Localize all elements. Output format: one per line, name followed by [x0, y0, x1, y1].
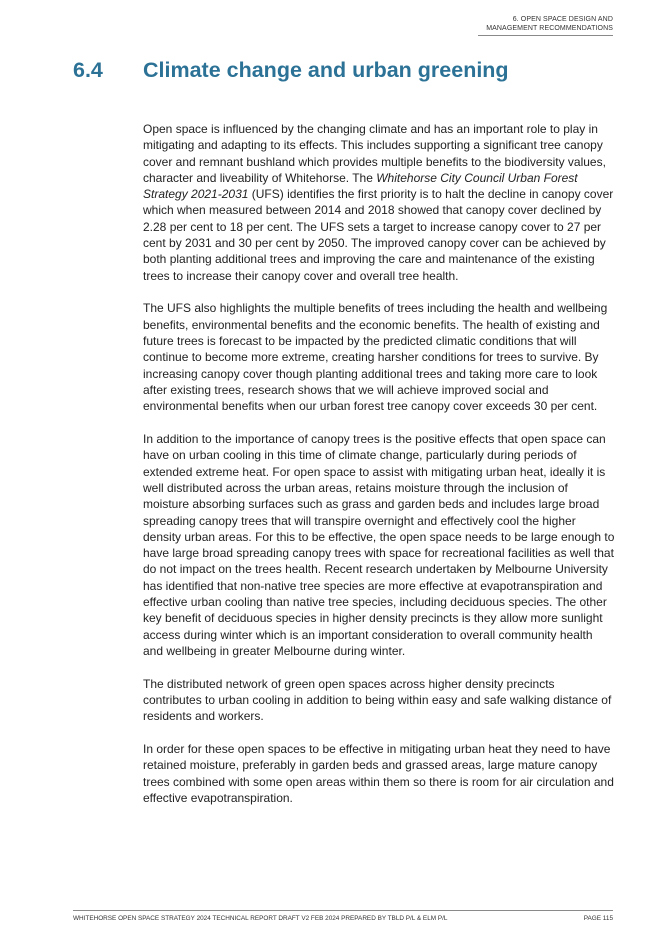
- paragraph-5: In order for these open spaces to be effective in mitigating urban heat they need to have retained moisture, preferably in garden beds and grassed areas, large mature canopy trees combined with some open areas within them so there is room for air circulation and effective evapotranspiration.: [143, 742, 614, 805]
- section-title: Climate change and urban greening: [143, 58, 509, 82]
- page-number: PAGE 115: [583, 915, 613, 922]
- paragraph-1-text-b: (UFS) identifies the first priority is to halt the decline in canopy cover which when measured between 2014 and 2018 showed that canopy cover declined by 2.28 per cent to 18 per cent. The UFS sets a target to increase canopy cover to 27 per cent by 2031 and 30 per cent by 2050. The improved canopy cover can be achieved by both planting additional trees and improving the care and maintenance of the existing trees to increase their canopy cover and overall tree health.: [143, 187, 614, 283]
- footer-divider: [73, 910, 613, 911]
- section-number: 6.4: [73, 58, 103, 82]
- ufs-document-title: Whitehorse City Council Urban Forest Strategy 2021-2031: [143, 170, 578, 202]
- footer-document-info: WHITEHORSE OPEN SPACE STRATEGY 2024 TECHNICAL REPORT DRAFT V2 FEB 2024 PREPARED BY TBLD P/L & ELM P/L: [73, 915, 448, 922]
- running-header-line-2: MANAGEMENT RECOMMENDATIONS: [486, 25, 613, 32]
- paragraph-1: [143, 121, 615, 284]
- paragraph-2: The UFS also highlights the multiple benefits of trees including the health and wellbeing benefits, environmental benefits and the economic benefits. The health of existing and future trees is forecast to be impacted by the predicted climatic conditions that will continue to become more extreme, creating harsher conditions for trees to survive. By increasing canopy cover though planting additional trees and taking more care to look after existing trees, research shows that we will achieve improved social and environmental benefits when our urban forest tree canopy cover exceeds 30 per cent.: [143, 301, 608, 414]
- paragraph-3: In addition to the importance of canopy trees is the positive effects that open space can have on urban cooling in this time of climate change, particularly during periods of extended extreme heat. For open space to assist with mitigating urban heat, ideally it is well distributed across the urban areas, retains moisture through the inclusion of moisture absorbing surfaces such as grass and garden beds and includes large broad spreading canopy trees that will transpire overnight and effectively cool the higher density urban areas. For this to be effective, the open space needs to be large enough to have large broad spreading canopy trees with space for recreational facilities as well that do not impact on the trees health. Recent research undertaken by Melbourne University has identified that non-native tree species are more effective at evapotranspiration and effective urban cooling than native tree species, including deciduous species. The other key benefit of deciduous species in higher density precincts is they allow more sunlight access during winter which is an important consideration to overall community health and wellbeing in greater Melbourne during winter.: [143, 432, 615, 658]
- running-header-line-1: 6. OPEN SPACE DESIGN AND: [512, 16, 613, 23]
- body-text: [143, 121, 615, 823]
- paragraph-4: The distributed network of green open spaces across higher density precincts contributes to urban cooling in addition to being within easy and safe walking distance of residents and workers.: [143, 676, 612, 724]
- running-header: [486, 15, 613, 33]
- header-divider: [478, 35, 613, 36]
- paragraph-1-text-a: Open space is influenced by the changing climate and has an important role to play in mitigating and adapting to its effects. This includes supporting a significant tree canopy cover and remnant bushland which provides multiple benefits to the biodiversity values, character and liveability of Whitehorse. The: [143, 122, 606, 185]
